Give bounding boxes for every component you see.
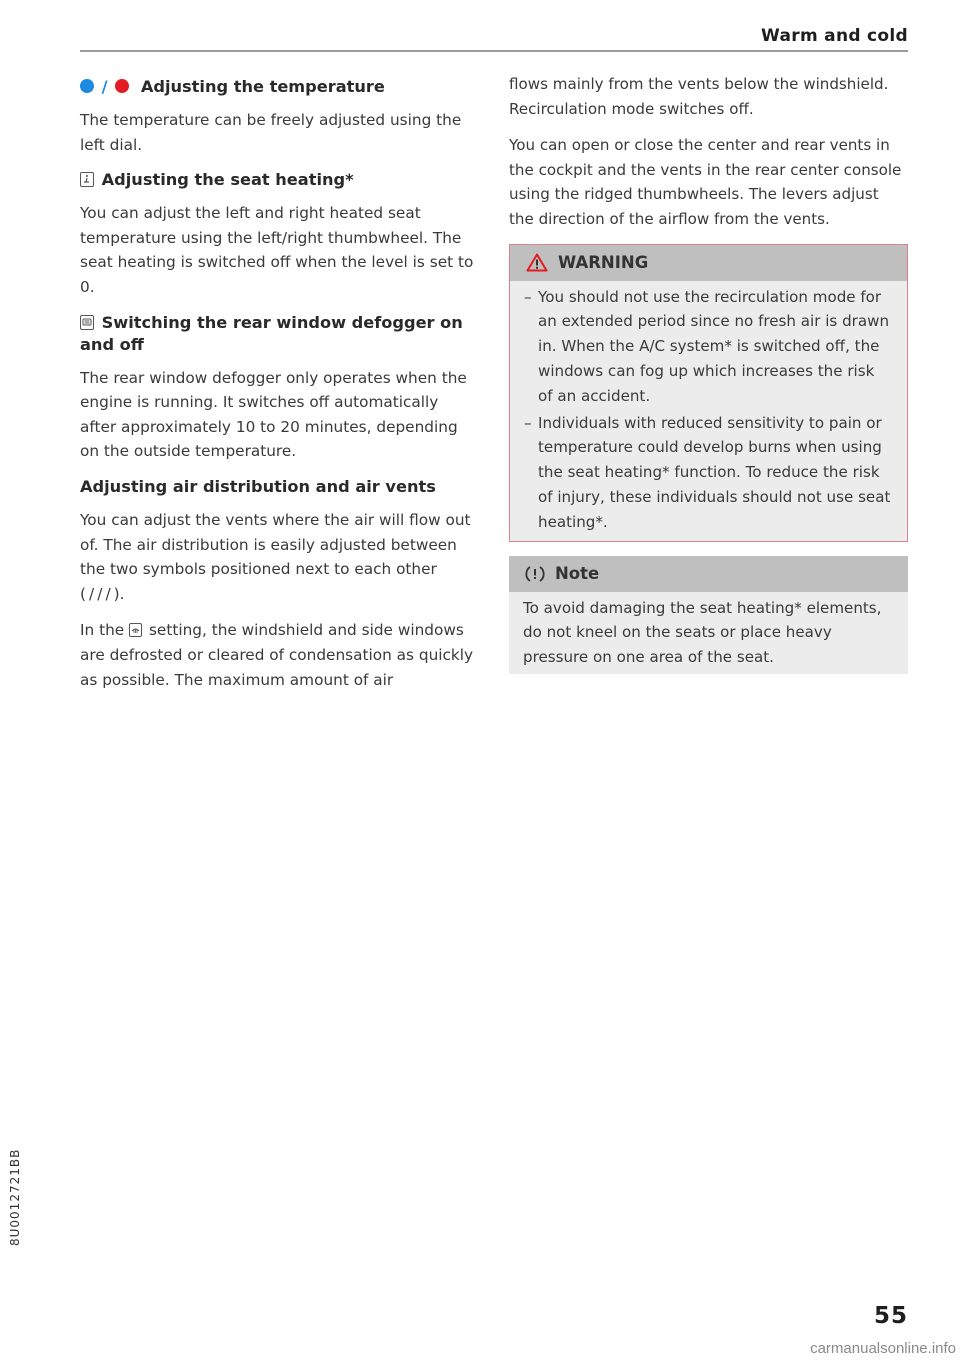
temperature-heading: / Adjusting the temperature (80, 76, 476, 98)
red-dot-icon (115, 79, 129, 93)
temperature-heading-text: Adjusting the temperature (140, 77, 385, 96)
note-text: To avoid damaging the seat heating* elements, do not kneel on the seats or place heavy pressure on one area of the seat. (509, 592, 908, 674)
header-divider (80, 50, 908, 52)
defrost-icon (129, 623, 142, 637)
defrost-body: setting, the windshield and side windows are defrosted or cleared of condensation as quickly as possible. The maximum amount of air (80, 621, 474, 689)
seat-heating-text: You can adjust the left and right heated seat temperature using the left/right thumbwheel. The seat heating is switched off when the level is set to 0. (80, 204, 474, 296)
warning-title: WARNING (558, 253, 649, 273)
warning-triangle-icon (526, 253, 548, 272)
vents-text: You can open or close the center and rear vents in the cockpit and the vents in the rear center console using the ridged thumbwheels. The levers adjust the direction of the airflow from the vents. (509, 136, 902, 228)
defrost-prefix: In the (80, 621, 125, 640)
note-title: Note (555, 564, 600, 584)
section-title: Warm and cold (761, 26, 908, 46)
warning-item: – You should not use the recirculation mode for an extended period since no fresh air is drawn in. When the A/C system* is switched off, the windows can fog up which increases the risk of an accident. (524, 287, 890, 405)
watermark: carmanualsonline.info (810, 1340, 956, 1357)
rear-defogger-text: The rear window defogger only operates when the engine is running. It switches off automatically after approximately 10 to 20 minutes, depending on the outside temperature. (80, 368, 467, 461)
warning-header (510, 245, 907, 281)
air-distribution-text: You can adjust the vents where the air will flow out of. The air distribution is easily adjusted between the two symbols positioned next to each other ( / / / ). (80, 510, 471, 603)
seat-heating-icon (80, 172, 94, 187)
document-code: 8U0012721BB (8, 1148, 22, 1246)
air-distribution-heading: Adjusting air distribution and air vents (80, 476, 436, 496)
temperature-text: The temperature can be freely adjusted using the left dial. (80, 111, 462, 154)
continued-text: flows mainly from the vents below the windshield. Recirculation mode switches off. (509, 75, 889, 118)
rear-defogger-heading (80, 312, 476, 356)
right-column (509, 72, 908, 674)
rear-defogger-icon (80, 315, 94, 330)
note-header (509, 556, 908, 592)
warning-body (510, 281, 907, 541)
blue-dot-icon (80, 79, 94, 93)
warning-box (509, 244, 908, 542)
left-column (80, 72, 476, 704)
seat-heating-heading (80, 169, 476, 191)
rear-defogger-heading-text: Switching the rear window defogger on and off (80, 312, 463, 354)
warning-item: – Individuals with reduced sensitivity to pain or temperature could develop burns when using the seat heating* function. To reduce the risk of injury, these individuals should not use seat heating*. (524, 413, 891, 531)
defrost-text (80, 618, 476, 692)
note-exclamation-icon (525, 564, 545, 584)
page-number: 55 (873, 1303, 908, 1329)
seat-heating-heading-text: Adjusting the seat heating* (101, 170, 354, 190)
note-box (509, 556, 908, 674)
